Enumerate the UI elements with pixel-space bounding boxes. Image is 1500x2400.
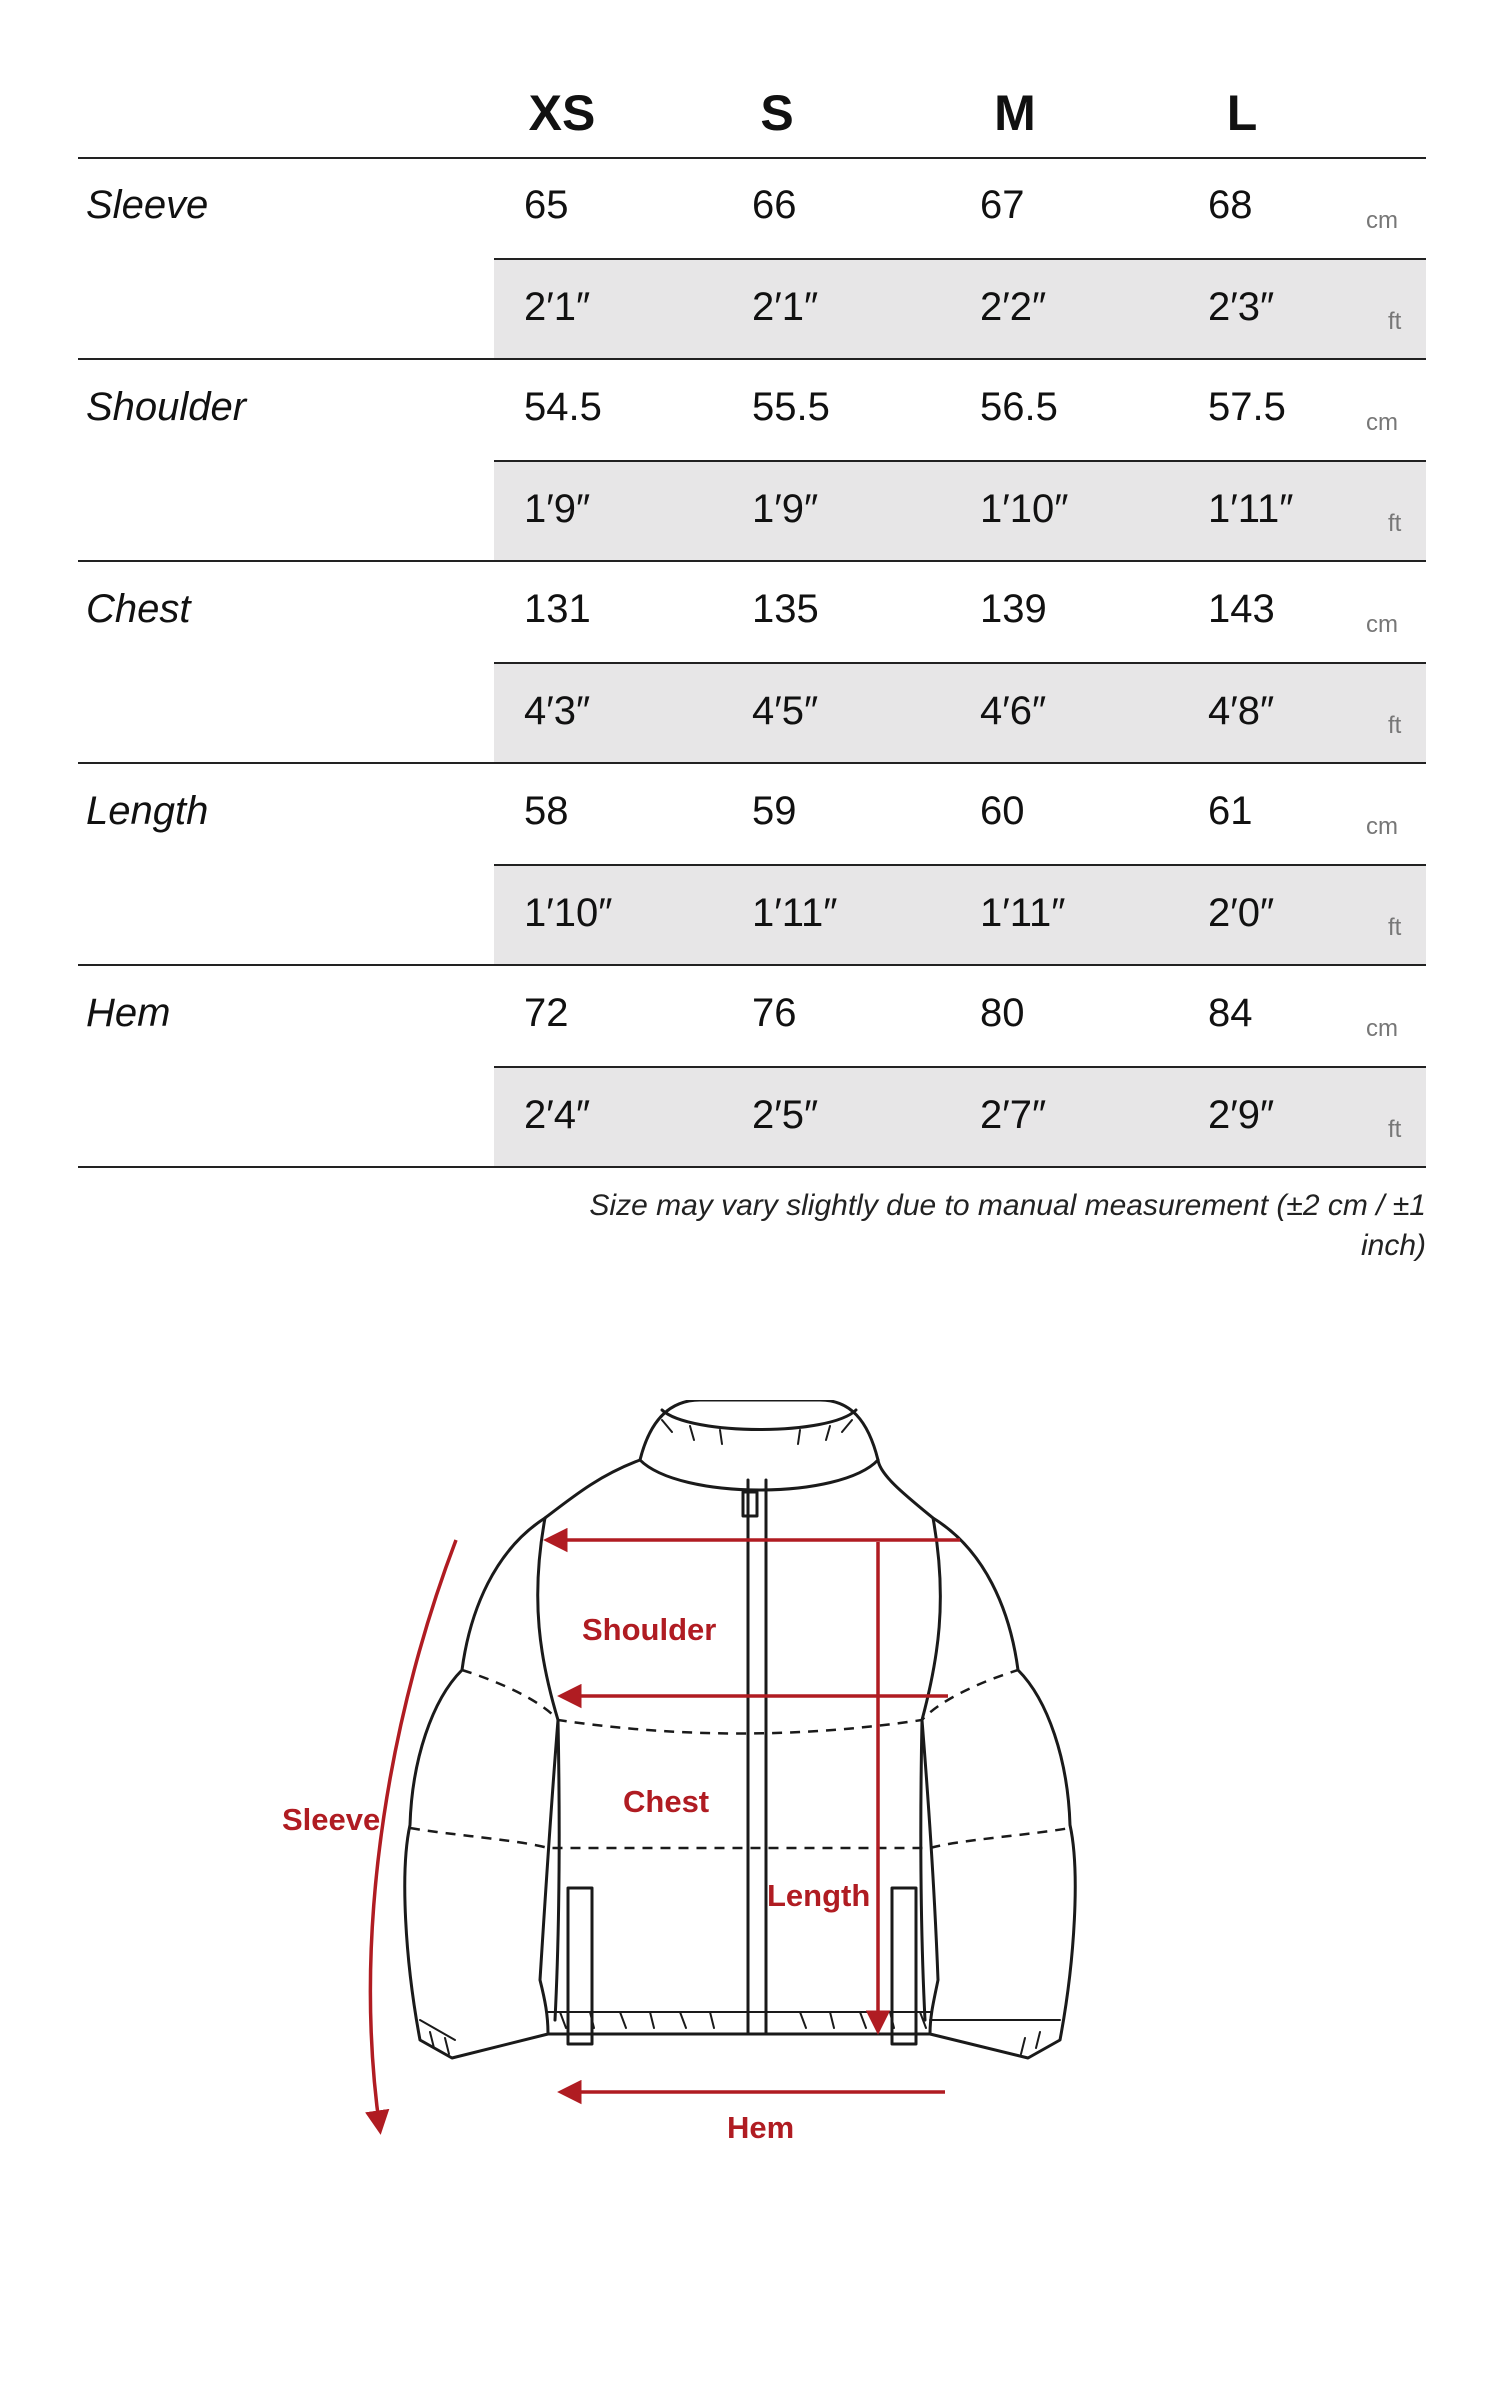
chest-l-ft: 4′8″ (1208, 689, 1275, 733)
size-xs-header: XS (528, 85, 596, 141)
sleeve-l-ft: 2′3″ (1208, 285, 1275, 329)
chest-sub-rule (494, 662, 1426, 664)
size-header (0, 78, 1500, 148)
hem-s-cm: 76 (752, 991, 797, 1035)
hem-m-cm: 80 (980, 991, 1025, 1035)
unit-cm: cm (1366, 611, 1398, 638)
length-s-cm: 59 (752, 789, 797, 833)
jacket-outline (405, 1400, 1075, 2058)
unit-ft: ft (1388, 712, 1402, 739)
chest-l-cm: 143 (1208, 587, 1275, 631)
table-bottom-rule (78, 1166, 1426, 1168)
chest-m-cm: 139 (980, 587, 1047, 631)
sleeve-m-ft: 2′2″ (980, 285, 1047, 329)
unit-ft: ft (1388, 308, 1402, 335)
length-ft-band (494, 866, 1426, 964)
length-sub-rule (494, 864, 1426, 866)
measurement-note: Size may vary slightly due to manual measurement (±2 cm / ±1 inch) (589, 1189, 1426, 1262)
sleeve-s-cm: 66 (752, 183, 797, 227)
length-xs-ft: 1′10″ (524, 891, 613, 935)
chest-s-cm: 135 (752, 587, 819, 631)
chest-xs-cm: 131 (524, 587, 591, 631)
hem-label: Hem (727, 2110, 795, 2145)
unit-cm: cm (1366, 409, 1398, 436)
length-l-cm: 61 (1208, 789, 1253, 833)
shoulder-l-cm: 57.5 (1208, 385, 1286, 429)
unit-cm: cm (1366, 207, 1398, 234)
sleeve-ft-band (494, 260, 1426, 358)
shoulder-s-ft: 1′9″ (752, 487, 819, 531)
row-rule (78, 358, 1426, 360)
chest-m-ft: 4′6″ (980, 689, 1047, 733)
chest-xs-ft: 4′3″ (524, 689, 591, 733)
length-l-ft: 2′0″ (1208, 891, 1275, 935)
unit-ft: ft (1388, 1116, 1402, 1143)
hem-xs-ft: 2′4″ (524, 1093, 591, 1137)
unit-ft: ft (1388, 510, 1402, 537)
row-rule (78, 964, 1426, 966)
length-xs-cm: 58 (524, 789, 569, 833)
unit-cm: cm (1366, 813, 1398, 840)
sleeve-m-cm: 67 (980, 183, 1025, 227)
chest-s-ft: 4′5″ (752, 689, 819, 733)
row-label-chest: Chest (86, 587, 191, 631)
shoulder-xs-cm: 54.5 (524, 385, 602, 429)
length-label: Length (767, 1878, 871, 1913)
shoulder-label: Shoulder (582, 1612, 717, 1647)
size-m-header: M (994, 85, 1036, 141)
chest-label: Chest (623, 1784, 710, 1819)
shoulder-xs-ft: 1′9″ (524, 487, 591, 531)
hem-l-cm: 84 (1208, 991, 1253, 1035)
sleeve-arrow (370, 1540, 456, 2130)
row-label-hem: Hem (86, 991, 171, 1035)
sleeve-xs-cm: 65 (524, 183, 569, 227)
row-rule (78, 560, 1426, 562)
jacket-diagram (0, 1400, 1500, 2300)
size-l-header: L (1226, 85, 1258, 141)
sleeve-sub-rule (494, 258, 1426, 260)
sleeve-s-ft: 2′1″ (752, 285, 819, 329)
hem-l-ft: 2′9″ (1208, 1093, 1275, 1137)
hem-s-ft: 2′5″ (752, 1093, 819, 1137)
shoulder-m-ft: 1′10″ (980, 487, 1069, 531)
sleeve-label: Sleeve (282, 1802, 381, 1837)
unit-cm: cm (1366, 1015, 1398, 1042)
length-m-cm: 60 (980, 789, 1025, 833)
row-label-shoulder: Shoulder (86, 385, 247, 429)
shoulder-l-ft: 1′11″ (1208, 487, 1294, 531)
hem-ft-band (494, 1068, 1426, 1166)
size-s-header: S (760, 85, 794, 141)
hem-sub-rule (494, 1066, 1426, 1068)
sleeve-l-cm: 68 (1208, 183, 1253, 227)
hem-m-ft: 2′7″ (980, 1093, 1047, 1137)
length-m-ft: 1′11″ (980, 891, 1066, 935)
shoulder-s-cm: 55.5 (752, 385, 830, 429)
chest-ft-band (494, 664, 1426, 762)
shoulder-sub-rule (494, 460, 1426, 462)
row-label-length: Length (86, 789, 209, 833)
sleeve-xs-ft: 2′1″ (524, 285, 591, 329)
unit-ft: ft (1388, 914, 1402, 941)
shoulder-m-cm: 56.5 (980, 385, 1058, 429)
row-rule (78, 762, 1426, 764)
length-s-ft: 1′11″ (752, 891, 838, 935)
hem-xs-cm: 72 (524, 991, 569, 1035)
table-top-rule (78, 157, 1426, 159)
row-label-sleeve: Sleeve (86, 183, 209, 227)
